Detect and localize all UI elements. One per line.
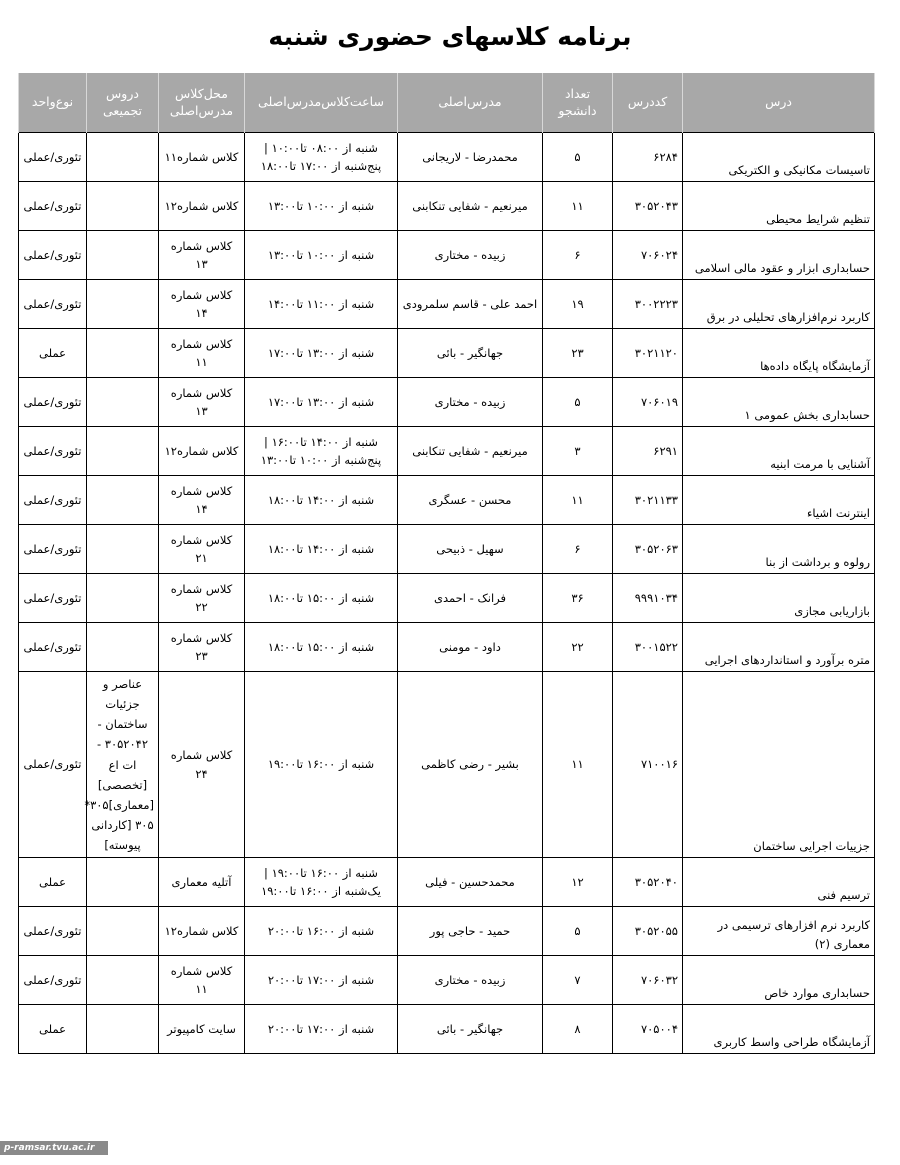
combined-courses-cell <box>87 858 159 907</box>
combined-courses-cell <box>87 1005 159 1054</box>
room-cell: آتلیه معماری <box>159 858 245 907</box>
table-row <box>19 476 875 525</box>
room-cell: سایت کامپیوتر <box>159 1005 245 1054</box>
table-header-row <box>19 73 875 133</box>
course-cell: تاسیسات مکانیکی و الکتریکی <box>683 133 875 182</box>
time-cell: شنبه از ۱۵:۰۰ تا۱۸:۰۰ <box>245 623 398 672</box>
teacher-cell: محسن - عسگری <box>398 476 543 525</box>
teacher-cell: زبیده - مختاری <box>398 231 543 280</box>
combined-courses-cell <box>87 329 159 378</box>
combined-courses-cell <box>87 182 159 231</box>
header-code: کددرس <box>613 73 683 133</box>
code-cell: ۳۰۰۱۵۲۲ <box>613 623 683 672</box>
student-count-cell: ۷ <box>543 956 613 1005</box>
unit-type-cell: تئوری/عملی <box>19 280 87 329</box>
course-cell: آزمایشگاه طراحی واسط کاربری <box>683 1005 875 1054</box>
time-cell: شنبه از ۱۰:۰۰ تا۱۳:۰۰ <box>245 182 398 231</box>
combined-courses-cell <box>87 574 159 623</box>
code-cell: ۳۰۵۲۰۵۵ <box>613 907 683 956</box>
room-cell: کلاس شماره۱۱ <box>159 133 245 182</box>
code-cell: ۷۰۶۰۱۹ <box>613 378 683 427</box>
combined-courses-cell <box>87 907 159 956</box>
unit-type-cell: تئوری/عملی <box>19 525 87 574</box>
code-cell: ۷۰۵۰۰۴ <box>613 1005 683 1054</box>
code-cell: ۳۰۲۱۱۳۳ <box>613 476 683 525</box>
table-row <box>19 427 875 476</box>
teacher-cell: محمدحسین - فیلی <box>398 858 543 907</box>
course-cell: بازاریابی مجازی <box>683 574 875 623</box>
header-type: نوع‌واحد <box>19 73 87 133</box>
time-cell: شنبه از ۱۳:۰۰ تا۱۷:۰۰ <box>245 378 398 427</box>
combined-courses-cell <box>87 525 159 574</box>
combined-courses-cell <box>87 280 159 329</box>
unit-type-cell: تئوری/عملی <box>19 182 87 231</box>
student-count-cell: ۵ <box>543 378 613 427</box>
course-cell: ترسیم فنی <box>683 858 875 907</box>
code-cell: ۷۰۶۰۳۲ <box>613 956 683 1005</box>
unit-type-cell: عملی <box>19 329 87 378</box>
time-cell: شنبه از ۱۶:۰۰ تا۲۰:۰۰ <box>245 907 398 956</box>
header-time: ساعت‌کلاس‌مدرس‌اصلی <box>245 73 398 133</box>
table-row <box>19 280 875 329</box>
room-cell: کلاس شماره ۱۴ <box>159 476 245 525</box>
table-row <box>19 672 875 858</box>
course-cell: کاربرد نرم افزارهای ترسیمی در معماری (۲) <box>683 907 875 956</box>
room-cell: کلاس شماره ۱۳ <box>159 378 245 427</box>
code-cell: ۳۰۲۱۱۲۰ <box>613 329 683 378</box>
course-cell: آزمایشگاه پایگاه داده‌ها <box>683 329 875 378</box>
table-row <box>19 858 875 907</box>
teacher-cell: سهیل - ذبیحی <box>398 525 543 574</box>
room-cell: کلاس شماره۱۲ <box>159 427 245 476</box>
unit-type-cell: تئوری/عملی <box>19 574 87 623</box>
student-count-cell: ۸ <box>543 1005 613 1054</box>
teacher-cell: حمید - حاجی پور <box>398 907 543 956</box>
teacher-cell: جهانگیر - بائی <box>398 329 543 378</box>
table-row <box>19 182 875 231</box>
table-row <box>19 623 875 672</box>
site-logo: p-ramsar.tvu.ac.ir <box>0 1141 108 1155</box>
course-cell: جزییات اجرایی ساختمان <box>683 672 875 858</box>
combined-courses-cell <box>87 133 159 182</box>
teacher-cell: جهانگیر - بائی <box>398 1005 543 1054</box>
student-count-cell: ۶ <box>543 231 613 280</box>
time-cell: شنبه از ۱۳:۰۰ تا۱۷:۰۰ <box>245 329 398 378</box>
course-cell: متره برآورد و استانداردهای اجرایی <box>683 623 875 672</box>
code-cell: ۳۰۰۲۲۲۳ <box>613 280 683 329</box>
time-cell: شنبه از ۱۴:۰۰ تا۱۸:۰۰ <box>245 476 398 525</box>
table-row <box>19 574 875 623</box>
room-cell: کلاس شماره ۲۳ <box>159 623 245 672</box>
header-extra: دروس تجمیعی <box>87 73 159 133</box>
unit-type-cell: تئوری/عملی <box>19 476 87 525</box>
table-row <box>19 907 875 956</box>
room-cell: کلاس شماره۱۲ <box>159 907 245 956</box>
room-cell: کلاس شماره ۲۲ <box>159 574 245 623</box>
teacher-cell: زبیده - مختاری <box>398 956 543 1005</box>
teacher-cell: میرنعیم - شفایی تنکابنی <box>398 182 543 231</box>
student-count-cell: ۳ <box>543 427 613 476</box>
room-cell: کلاس شماره ۱۴ <box>159 280 245 329</box>
student-count-cell: ۶ <box>543 525 613 574</box>
combined-courses-cell <box>87 231 159 280</box>
combined-courses-cell <box>87 378 159 427</box>
combined-courses-cell <box>87 956 159 1005</box>
table-row <box>19 956 875 1005</box>
code-cell: ۶۲۸۴ <box>613 133 683 182</box>
course-cell: حسابداری ابزار و عقود مالی اسلامی <box>683 231 875 280</box>
teacher-cell: زبیده - مختاری <box>398 378 543 427</box>
course-cell: آشنایی با مرمت ابنیه <box>683 427 875 476</box>
teacher-cell: داود - مومنی <box>398 623 543 672</box>
course-cell: حسابداری موارد خاص <box>683 956 875 1005</box>
student-count-cell: ۵ <box>543 907 613 956</box>
table-row <box>19 378 875 427</box>
teacher-cell: میرنعیم - شفایی تنکابنی <box>398 427 543 476</box>
time-cell: شنبه از ۱۶:۰۰ تا۱۹:۰۰ | یک‌شنبه از ۱۶:۰۰ تا۱۹:۰۰ <box>245 858 398 907</box>
unit-type-cell: عملی <box>19 858 87 907</box>
table-row <box>19 231 875 280</box>
time-cell: شنبه از ۱۰:۰۰ تا۱۳:۰۰ <box>245 231 398 280</box>
time-cell: شنبه از ۱۶:۰۰ تا۱۹:۰۰ <box>245 672 398 858</box>
student-count-cell: ۱۱ <box>543 182 613 231</box>
student-count-cell: ۱۹ <box>543 280 613 329</box>
code-cell: ۶۲۹۱ <box>613 427 683 476</box>
teacher-cell: محمدرضا - لاریجانی <box>398 133 543 182</box>
student-count-cell: ۱۲ <box>543 858 613 907</box>
table-row <box>19 525 875 574</box>
course-cell: رولوه و برداشت از بنا <box>683 525 875 574</box>
student-count-cell: ۱۱ <box>543 672 613 858</box>
teacher-cell: بشیر - رضی کاظمی <box>398 672 543 858</box>
header-room: محل‌کلاس مدرس‌اصلی <box>159 73 245 133</box>
header-teacher: مدرس‌اصلی <box>398 73 543 133</box>
room-cell: کلاس شماره ۱۳ <box>159 231 245 280</box>
unit-type-cell: تئوری/عملی <box>19 956 87 1005</box>
code-cell: ۳۰۵۲۰۴۰ <box>613 858 683 907</box>
code-cell: ۷۱۰۰۱۶ <box>613 672 683 858</box>
unit-type-cell: تئوری/عملی <box>19 133 87 182</box>
combined-courses-cell <box>87 427 159 476</box>
combined-courses-cell <box>87 476 159 525</box>
table-row <box>19 329 875 378</box>
code-cell: ۳۰۵۲۰۶۳ <box>613 525 683 574</box>
time-cell: شنبه از ۱۱:۰۰ تا۱۴:۰۰ <box>245 280 398 329</box>
course-cell: حسابداری بخش عمومی ۱ <box>683 378 875 427</box>
teacher-cell: احمد علی - قاسم سلمرودی <box>398 280 543 329</box>
code-cell: ۷۰۶۰۲۴ <box>613 231 683 280</box>
room-cell: کلاس شماره ۲۴ <box>159 672 245 858</box>
time-cell: شنبه از ۱۷:۰۰ تا۲۰:۰۰ <box>245 956 398 1005</box>
course-cell: اینترنت اشیاء <box>683 476 875 525</box>
student-count-cell: ۲۲ <box>543 623 613 672</box>
code-cell: ۹۹۹۱۰۳۴ <box>613 574 683 623</box>
code-cell: ۳۰۵۲۰۴۳ <box>613 182 683 231</box>
room-cell: کلاس شماره ۲۱ <box>159 525 245 574</box>
unit-type-cell: تئوری/عملی <box>19 427 87 476</box>
student-count-cell: ۱۱ <box>543 476 613 525</box>
teacher-cell: فرانک - احمدی <box>398 574 543 623</box>
time-cell: شنبه از ۱۴:۰۰ تا۱۶:۰۰ | پنج‌شنبه از ۱۰:۰۰ تا۱۳:۰۰ <box>245 427 398 476</box>
unit-type-cell: تئوری/عملی <box>19 623 87 672</box>
table-row <box>19 133 875 182</box>
schedule-table <box>18 73 875 1054</box>
combined-courses-cell: عناصر و جزئیات ساختمان - ۳۰۵۲۰۴۲ - ا‌ت ا‌ع [تخصصی] [معماری]۳۰۵* ۳۰۵ [کاردانی پیوسته] <box>87 672 159 858</box>
course-cell: کاربرد نرم‌افزارهای تحلیلی در برق <box>683 280 875 329</box>
time-cell: شنبه از ۱۴:۰۰ تا۱۸:۰۰ <box>245 525 398 574</box>
room-cell: کلاس شماره ۱۱ <box>159 329 245 378</box>
student-count-cell: ۳۶ <box>543 574 613 623</box>
unit-type-cell: تئوری/عملی <box>19 231 87 280</box>
header-course: درس <box>683 73 875 133</box>
student-count-cell: ۲۳ <box>543 329 613 378</box>
combined-courses-cell <box>87 623 159 672</box>
room-cell: کلاس شماره۱۲ <box>159 182 245 231</box>
unit-type-cell: تئوری/عملی <box>19 907 87 956</box>
time-cell: شنبه از ۰۸:۰۰ تا۱۰:۰۰ | پنج‌شنبه از ۱۷:۰۰ تا۱۸:۰۰ <box>245 133 398 182</box>
table-row <box>19 1005 875 1054</box>
page-title: برنامه کلاسهای حضوری شنبه <box>268 22 632 51</box>
unit-type-cell: تئوری/عملی <box>19 378 87 427</box>
unit-type-cell: تئوری/عملی <box>19 672 87 858</box>
time-cell: شنبه از ۱۷:۰۰ تا۲۰:۰۰ <box>245 1005 398 1054</box>
student-count-cell: ۵ <box>543 133 613 182</box>
course-cell: تنظیم شرایط محیطی <box>683 182 875 231</box>
header-count: تعداد دانشجو <box>543 73 613 133</box>
room-cell: کلاس شماره ۱۱ <box>159 956 245 1005</box>
unit-type-cell: عملی <box>19 1005 87 1054</box>
time-cell: شنبه از ۱۵:۰۰ تا۱۸:۰۰ <box>245 574 398 623</box>
